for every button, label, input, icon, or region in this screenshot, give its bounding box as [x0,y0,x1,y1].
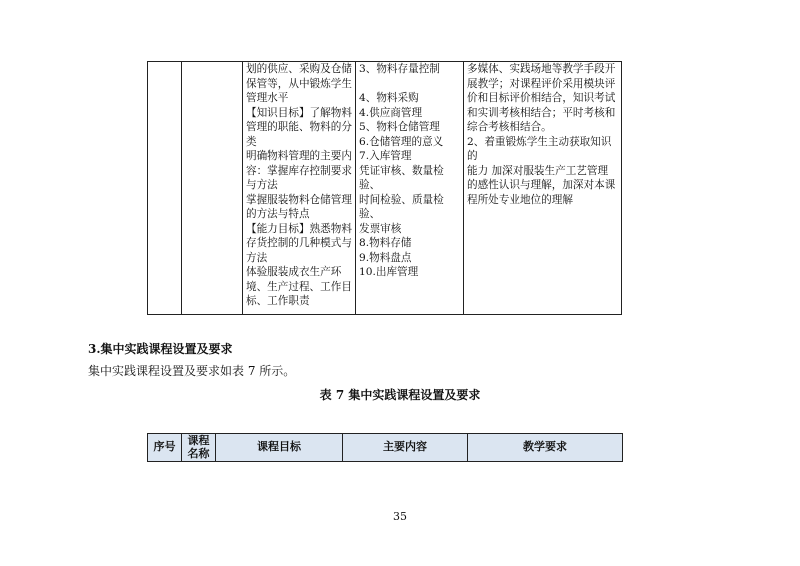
section-description: 集中实践课程设置及要求如表 7 所示。 [88,364,296,378]
header-course-name: 课程 名称 [182,434,216,462]
table-header-row [148,434,623,462]
practice-course-table [147,433,623,462]
column-divider [355,61,356,315]
header-course-goal: 课程目标 [216,434,343,462]
page-number: 35 [393,510,407,523]
section-heading: 3.集中实践课程设置及要求 [88,342,233,356]
main-content-cell: 3、物料存量控制 4、物料采购 4.供应商管理 5、物料仓储管理 6.仓储管理的意义 7.入库管理 凭证审核、数量检验、 时间检验、质量检验、 发票审核 8.物料存储 9.物料盘点 10.出库管理 [359,63,444,278]
teaching-requirement-cell: 多媒体、实践场地等教学手段开 展教学；对课程评价采用模块评 价和目标评价相结合，知识考试 和实训考核相结合；平时考核和 综合考核相结合。 2、着重锻炼学生主动获取知识的 能力 加深对服装生产工艺管理 的感性认识与理解，加深对本课 程所处专业地位的理解 [467,63,616,206]
header-teaching-requirement: 教学要求 [468,434,623,462]
table-bottom-border [147,314,622,315]
column-divider [242,61,243,315]
course-goal-cell: 划的供应、采购及仓储 保管等，从中锻炼学生 管理水平 【知识目标】了解物料 管理的职能、物料的分 类 明确物料管理的主要内 容：掌握库存控制要求 与方法 掌握服装物料仓储管理 的方法与特点 【能力目标】熟悉物料 存货控制的几种模式与 方法 体验服装成衣生产环 境、生产过程、工作目 标、工作职责 [246,63,352,307]
header-main-content: 主要内容 [343,434,468,462]
column-divider [463,61,464,315]
table-left-border [147,61,148,315]
header-serial: 序号 [148,434,182,462]
column-divider [181,61,182,315]
course-detail-table [147,61,622,315]
table-caption: 表 7 集中实践课程设置及要求 [319,388,481,402]
